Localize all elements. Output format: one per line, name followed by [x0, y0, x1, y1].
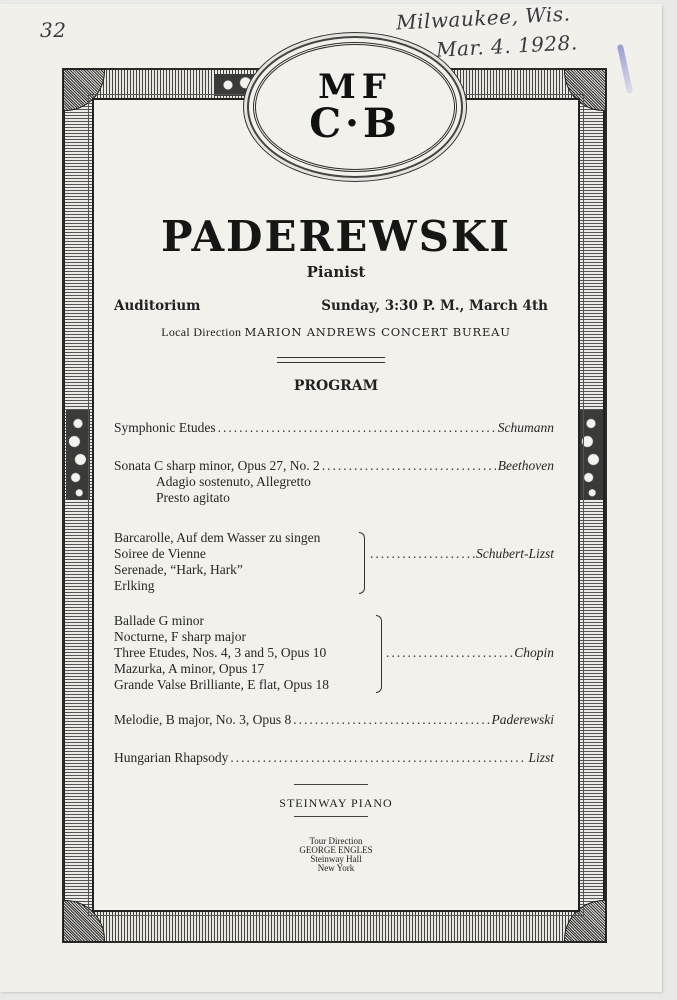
ink-smudge: [617, 44, 633, 94]
leader-dots: [386, 645, 514, 661]
brace: [376, 615, 382, 693]
venue-row: [114, 298, 548, 314]
piece-title: Mazurka, A minor, Opus 17: [114, 661, 265, 676]
monogram-top: MF: [318, 67, 392, 107]
handwritten-location: Milwaukee, Wis.: [395, 1, 571, 35]
direction-org: MARION ANDREWS CONCERT BUREAU: [244, 325, 511, 339]
piece-title: Grande Valse Brilliante, E flat, Opus 18: [114, 677, 329, 692]
piece-title: Sonata C sharp minor, Opus 27, No. 2: [114, 458, 320, 473]
piece-title: Ballade G minor: [114, 613, 204, 628]
tour-line: New York: [317, 863, 355, 873]
piece-title: Soiree de Vienne: [114, 546, 206, 561]
program-panel: [92, 98, 580, 912]
program-group: [114, 530, 554, 594]
direction-label: Local Direction: [161, 325, 242, 339]
program-item: [114, 750, 554, 766]
concert-datetime: Sunday, 3:30 P. M., March 4th: [321, 298, 548, 314]
leader-dots: [370, 546, 476, 562]
flower-ornament-left: [66, 410, 90, 500]
program-item: [114, 420, 554, 436]
program-item: [114, 458, 554, 506]
composer: Chopin: [514, 645, 554, 660]
tour-line: Tour Direction: [309, 836, 363, 846]
composer: Beethoven: [497, 458, 554, 473]
composer: Paderewski: [491, 712, 554, 727]
program-item: [114, 712, 554, 728]
piece-title: Erlking: [114, 578, 155, 593]
handwritten-page-number: 32: [40, 18, 67, 42]
leader-dots: [218, 420, 496, 436]
piece-title: Barcarolle, Auf dem Wasser zu singen: [114, 530, 321, 545]
piece-title: Nocturne, F sharp major: [114, 629, 246, 644]
handwritten-date: Mar. 4. 1928.: [435, 30, 579, 62]
brace: [359, 532, 365, 594]
composer: Schubert-Lizst: [475, 546, 554, 561]
tour-line: GEORGE ENGLES: [299, 845, 373, 855]
flower-ornament-right: [579, 410, 603, 500]
composer: Lizst: [528, 750, 554, 765]
monogram-emblem: [253, 42, 457, 172]
piece-title: Three Etudes, Nos. 4, 3 and 5, Opus 10: [114, 645, 327, 660]
border-left: [64, 70, 95, 941]
venue: Auditorium: [114, 298, 201, 314]
tour-direction: [94, 837, 578, 873]
leader-dots: [293, 712, 489, 728]
tour-line: Steinway Hall: [310, 854, 362, 864]
movement: Adagio sostenuto, Allegretto: [156, 474, 311, 489]
piece-title: Melodie, B major, No. 3, Opus 8: [114, 712, 292, 727]
monogram-bottom: C·B: [309, 100, 401, 147]
divider: [294, 816, 368, 817]
double-rule: [277, 357, 385, 363]
leader-dots: [230, 750, 526, 766]
piano-credit: STEINWAY PIANO: [279, 796, 393, 810]
performer-name: PADEREWSKI: [160, 212, 512, 261]
program-heading: PROGRAM: [293, 378, 379, 394]
leader-dots: [322, 458, 496, 474]
performer-role: Pianist: [306, 263, 366, 281]
piece-title: Serenade, “Hark, Hark”: [114, 562, 243, 577]
piece-title: Hungarian Rhapsody: [114, 750, 229, 765]
piece-title: Symphonic Etudes: [114, 420, 216, 435]
divider: [294, 784, 368, 785]
composer: Schumann: [497, 420, 554, 435]
program-group: [114, 613, 554, 693]
local-direction: [94, 325, 578, 340]
movement: Presto agitato: [156, 490, 230, 505]
